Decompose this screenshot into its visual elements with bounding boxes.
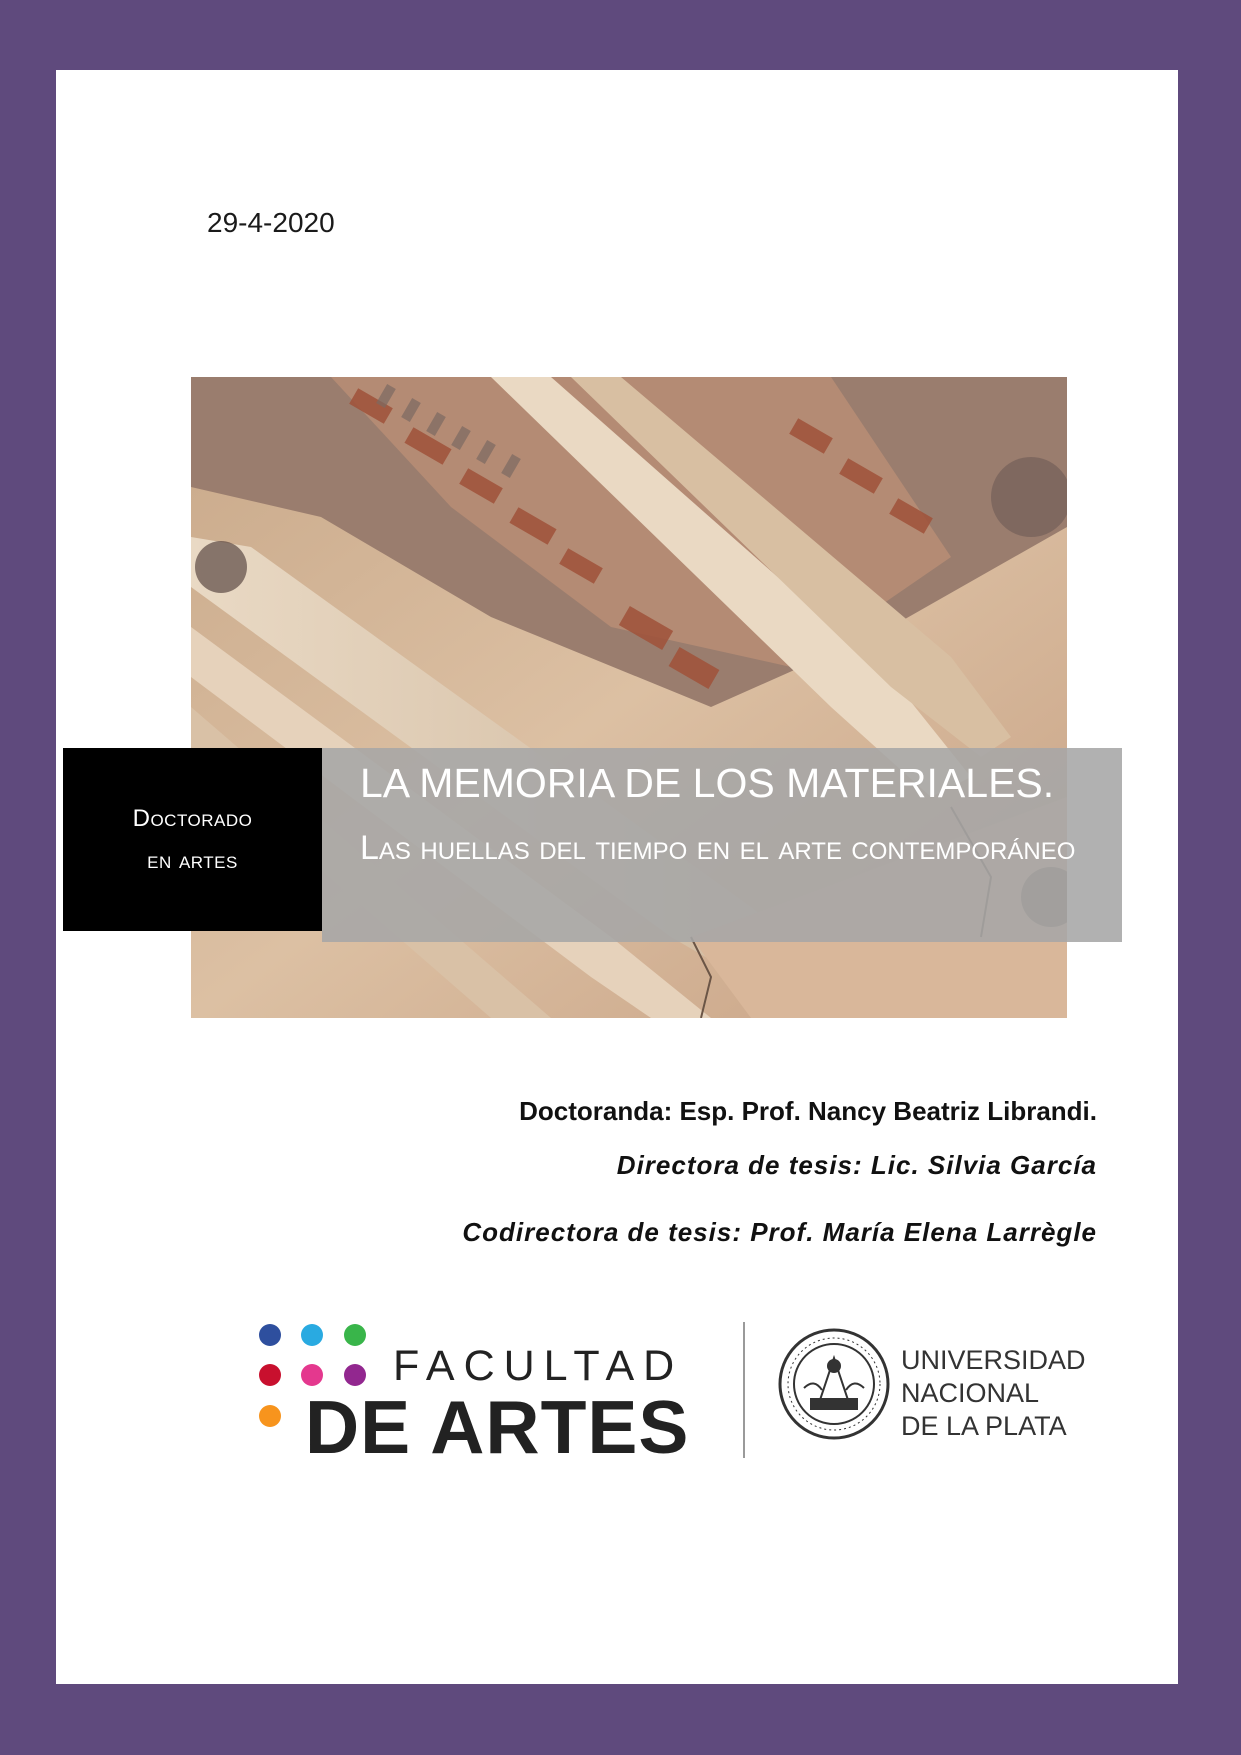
program-line-2: en artes [147,846,238,874]
program-box [63,748,322,931]
unlp-line-1: UNIVERSIDAD [901,1345,1086,1375]
program-line-1: Doctorado [132,804,253,832]
logo-dot-icon [259,1324,281,1346]
de-artes-text: DE ARTES [305,1385,690,1469]
subtitle: Las huellas del tiempo en el arte contemporáneo [360,829,1076,867]
directora-credit: Directora de tesis: Lic. Silvia García [616,1150,1097,1180]
logo-dot-icon [301,1324,323,1346]
unlp-line-2: NACIONAL [901,1378,1040,1408]
logo-divider [743,1322,745,1458]
doctoranda-credit: Doctoranda: Esp. Prof. Nancy Beatriz Librandi. [519,1096,1097,1126]
title-band [322,748,1122,942]
unlp-seal-icon [778,1328,890,1440]
cover-page [56,70,1178,1684]
logo-dot-icon [259,1405,281,1427]
codirectora-credit: Codirectora de tesis: Prof. María Elena Larrègle [462,1217,1097,1247]
facultad-text: FACULTAD [393,1342,684,1390]
logo-dot-icon [301,1364,323,1386]
date: 29-4-2020 [207,207,335,238]
unlp-name [901,1344,1086,1443]
logo-dot-icon [344,1324,366,1346]
logo-dot-icon [344,1364,366,1386]
unlp-line-3: DE LA PLATA [901,1411,1067,1441]
logo-dot-icon [259,1364,281,1386]
main-title: LA MEMORIA DE LOS MATERIALES. [360,760,1055,806]
